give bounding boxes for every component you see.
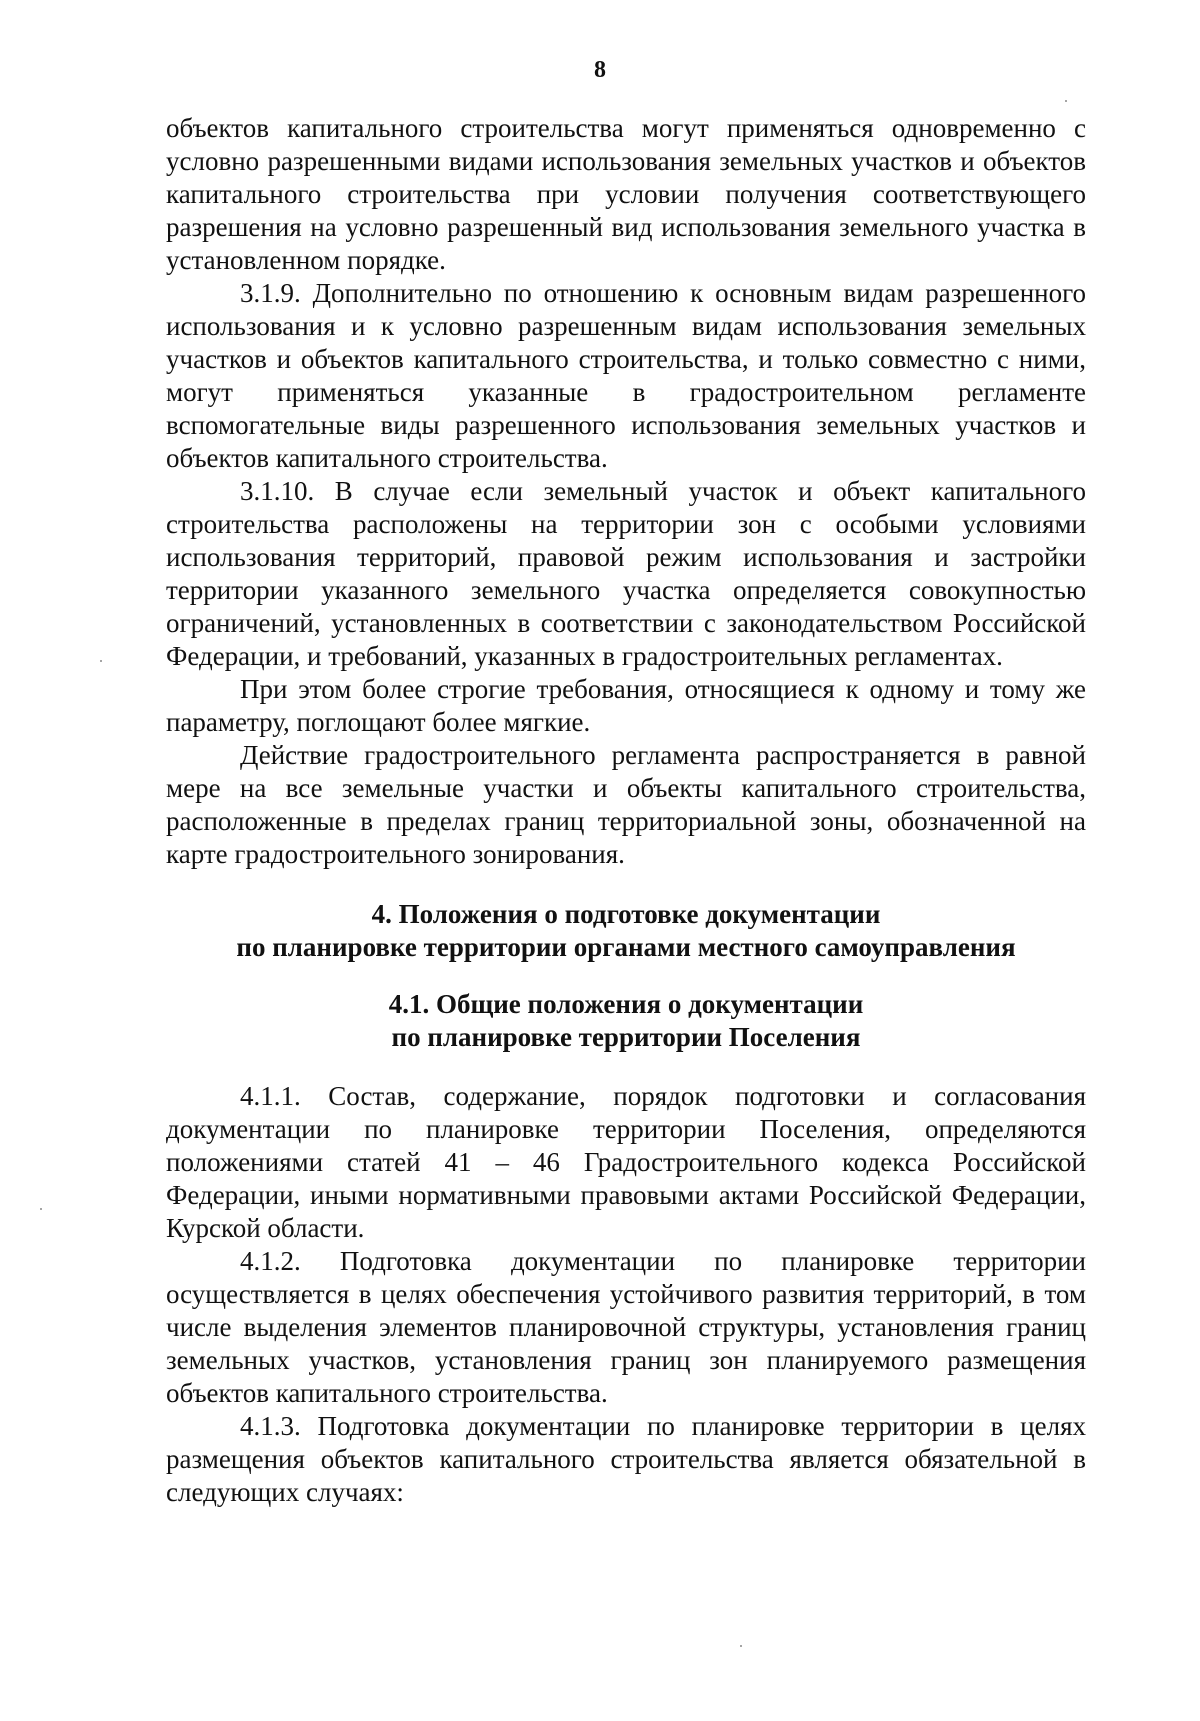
paragraph-4-1-2: 4.1.2. Подготовка документации по планировке территории осуществляется в целях обеспечения устойчивого развития территорий, в том числе выделения элементов планировочной структуры, установления границ земельных участков, установления границ зон планируемого размещения объектов капитального строительства. [166,1246,1086,1408]
section-4-heading-line2: по планировке территории органами местного самоуправления [236,932,1016,962]
text-block-top [166,112,1086,871]
scan-speck [100,660,102,662]
paragraph-continuation: объектов капитального строительства могут применяться одновременно с условно разрешенными видами использования земельных участков и объектов капитального строительства при условии получения соответствующего разрешения на условно разрешенный вид использования земельного участка в установленном порядке. [166,113,1086,275]
scan-speck [1065,100,1067,102]
paragraph-regulation-scope: Действие градостроительного регламента распространяется в равной мере на все земельные участки и объекты капитального строительства, расположенные в пределах границ территориальной зоны, обозначенной на карте градостроительного зонирования. [166,740,1086,869]
section-4-heading [166,898,1086,964]
section-4-1-heading [166,988,1086,1054]
scan-speck [40,1208,42,1210]
paragraph-3-1-9: 3.1.9. Дополнительно по отношению к основным видам разрешенного использования и к условно разрешенным видам использования земельных участков и объектов капитального строительства, и только совместно с ними, могут применяться указанные в градостроительном регламенте вспомогательные виды разрешенного использования земельных участков и объектов капитального строительства. [166,278,1086,473]
section-4-1-heading-line1: 4.1. Общие положения о документации [388,989,864,1019]
paragraph-strict-requirements: При этом более строгие требования, относящиеся к одному и тому же параметру, поглощают более мягкие. [166,674,1086,737]
text-block-bottom [166,1080,1086,1509]
paragraph-4-1-1: 4.1.1. Состав, содержание, порядок подготовки и согласования документации по планировке территории Поселения, определяются положениями статей 41 – 46 Градостроительного кодекса Российской Федерации, иными нормативными правовыми актами Российской Федерации, Курской области. [166,1081,1086,1243]
section-4-heading-line1: 4. Положения о подготовке документации [371,899,881,929]
page-number: 8 [594,57,606,83]
section-4-1-heading-line2: по планировке территории Поселения [391,1022,861,1052]
paragraph-4-1-3: 4.1.3. Подготовка документации по планировке территории в целях размещения объектов капитального строительства является обязательной в следующих случаях: [166,1411,1086,1507]
paragraph-3-1-10: 3.1.10. В случае если земельный участок и объект капитального строительства расположены на территории зон с особыми условиями использования территорий, правовой режим использования и застройки территории указанного земельного участка определяется совокупностью ограничений, установленных в соответствии с законодательством Российской Федерации, и требований, указанных в градостроительных регламентах. [166,476,1086,671]
scan-speck [740,1645,742,1647]
